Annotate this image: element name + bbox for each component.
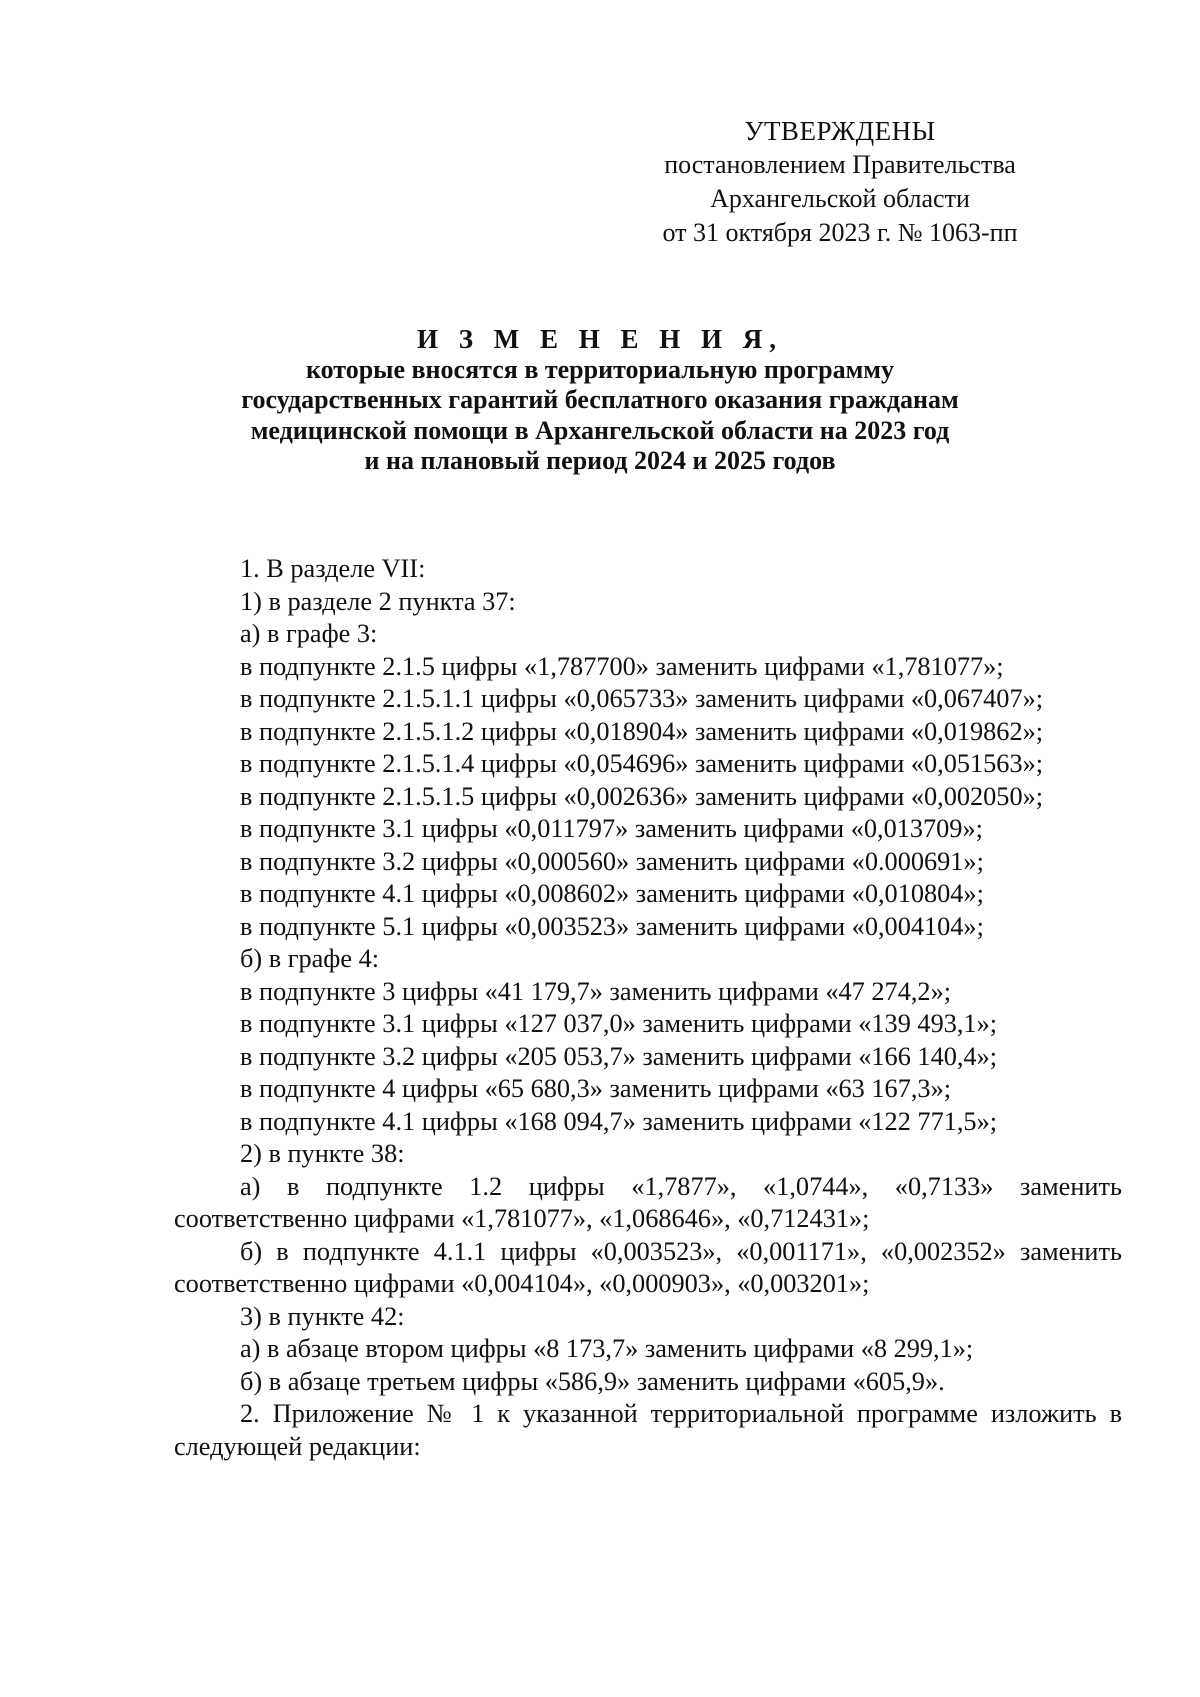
body-paragraph: 2. Приложение № 1 к указанной территориальной программе изложить в следующей редакции: bbox=[174, 1399, 1122, 1461]
document-title bbox=[170, 324, 1030, 477]
document-body bbox=[174, 553, 1122, 1463]
title-main: И З М Е Н Е Н И Я, bbox=[416, 324, 783, 354]
body-line: в подпункте 2.1.5 цифры «1,787700» заменить цифрами «1,781077»; bbox=[240, 651, 1004, 681]
body-line: б) в абзаце третьем цифры «586,9» заменить цифрами «605,9». bbox=[240, 1366, 945, 1396]
body-line: в подпункте 4.1 цифры «0,008602» заменить цифрами «0,010804»; bbox=[240, 879, 984, 908]
body-paragraph: а) в подпункте 1.2 цифры «1,7877», «1,0744», «0,7133» заменить соответственно цифрами «1,781077», «1,068646», «0,712431»; bbox=[174, 1171, 1122, 1233]
body-line: 1. В разделе VII: bbox=[240, 554, 426, 583]
title-subtitle-line: государственных гарантий бесплатного оказания гражданам bbox=[241, 385, 959, 414]
body-line: в подпункте 3.1 цифры «0,011797» заменить цифрами «0,013709»; bbox=[240, 814, 983, 843]
body-line: б) в графе 4: bbox=[240, 944, 380, 973]
title-subtitle-line: которые вносятся в территориальную программу bbox=[305, 354, 894, 384]
title-subtitle-line: и на плановый период 2024 и 2025 годов bbox=[364, 446, 836, 475]
body-line: 2) в пункте 38: bbox=[240, 1139, 405, 1168]
approval-line: Архангельской области bbox=[710, 184, 970, 213]
body-line: в подпункте 4.1 цифры «168 094,7» заменить цифрами «122 771,5»; bbox=[240, 1106, 998, 1136]
body-line: в подпункте 3.2 цифры «205 053,7» заменить цифрами «166 140,4»; bbox=[240, 1041, 998, 1071]
body-line: в подпункте 3.1 цифры «127 037,0» заменить цифрами «139 493,1»; bbox=[240, 1009, 998, 1038]
approval-line: постановлением Правительства bbox=[664, 150, 1016, 179]
body-line: в подпункте 2.1.5.1.5 цифры «0,002636» заменить цифрами «0,002050»; bbox=[240, 781, 1044, 811]
body-line: в подпункте 2.1.5.1.4 цифры «0,054696» заменить цифрами «0,051563»; bbox=[240, 749, 1044, 778]
body-line: в подпункте 2.1.5.1.2 цифры «0,018904» заменить цифрами «0,019862»; bbox=[240, 716, 1044, 746]
body-line: а) в абзаце втором цифры «8 173,7» заменить цифрами «8 299,1»; bbox=[240, 1334, 974, 1363]
approval-date-number: от 31 октября 2023 г. № 1063-пп bbox=[662, 218, 1018, 247]
body-line: в подпункте 4 цифры «65 680,3» заменить цифрами «63 167,3»; bbox=[240, 1074, 952, 1103]
body-line: а) в графе 3: bbox=[240, 619, 378, 648]
body-line: в подпункте 3.2 цифры «0,000560» заменить цифрами «0.000691»; bbox=[240, 846, 984, 876]
body-paragraph: б) в подпункте 4.1.1 цифры «0,003523», «0,001171», «0,002352» заменить соответственно цифрами «0,004104», «0,000903», «0,003201»; bbox=[174, 1236, 1122, 1298]
body-line: в подпункте 2.1.5.1.1 цифры «0,065733» заменить цифрами «0,067407»; bbox=[240, 684, 1044, 713]
approval-stamp bbox=[650, 114, 1030, 250]
body-line: 1) в разделе 2 пункта 37: bbox=[240, 586, 516, 616]
title-subtitle-line: медицинской помощи в Архангельской области на 2023 год bbox=[250, 415, 950, 445]
approval-title: УТВЕРЖДЕНЫ bbox=[744, 116, 936, 146]
body-line: в подпункте 5.1 цифры «0,003523» заменить цифрами «0,004104»; bbox=[240, 911, 984, 941]
body-line: 3) в пункте 42: bbox=[240, 1301, 405, 1331]
body-line: в подпункте 3 цифры «41 179,7» заменить цифрами «47 274,2»; bbox=[240, 976, 952, 1006]
